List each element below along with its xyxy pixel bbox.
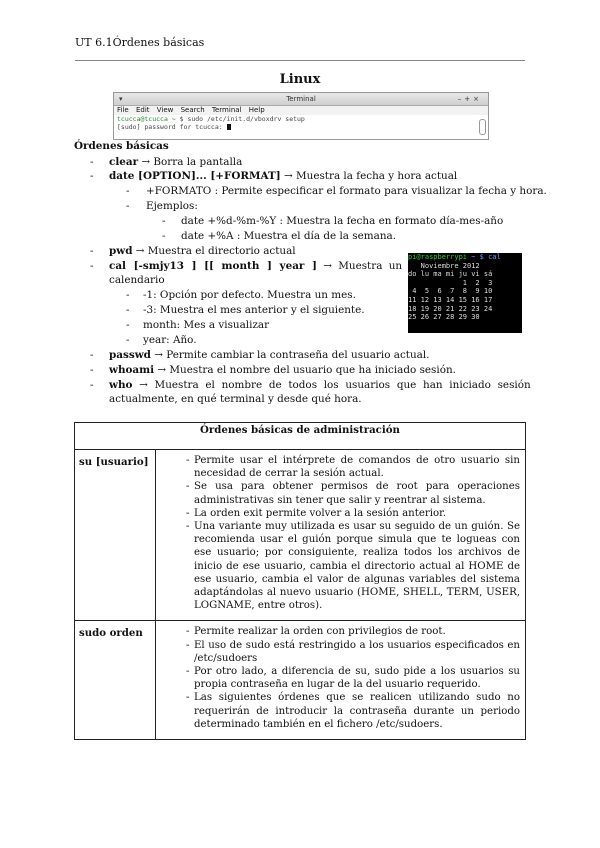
section-title: Órdenes básicas bbox=[74, 140, 169, 152]
desc-pwd: → Muestra el directorio actual bbox=[132, 245, 296, 257]
terminal-screenshot bbox=[113, 92, 489, 140]
who-desc-cont: actualmente, en qué terminal y desde qué hora. bbox=[109, 393, 362, 405]
cal-desc-cont: calendario bbox=[109, 274, 165, 286]
list-item: - Por otro lado, a diferencia de su, sudo pide a los usuarios su propia contraseña en lugar de la del usuario requerido. bbox=[186, 666, 520, 691]
su-item-2: Se usa para obtener permisos de root para operaciones administrativas sin tener que salir y reentrar al sistema. bbox=[194, 481, 520, 506]
table-row bbox=[75, 621, 526, 740]
cmd-clear: clear bbox=[109, 156, 139, 168]
cal-option-2: - -3: Muestra el mes anterior y el siguiente. bbox=[126, 304, 365, 316]
list-item-whoami: - whoami → Muestra el nombre del usuario que ha iniciado sesión. bbox=[90, 364, 456, 376]
sudo-item-4: Las siguientes órdenes que se realicen utilizando sudo no requerirán de introducir la contraseña durante un periodo determinado también en el fichero /etc/sudoers. bbox=[194, 692, 520, 730]
date-example-1-text: date +%d-%m-%Y : Muestra la fecha en formato día-mes-año bbox=[181, 215, 504, 227]
calendar-screenshot bbox=[408, 253, 522, 333]
terminal-password-line: [sudo] password for tcucca: bbox=[117, 123, 223, 131]
cursor-icon bbox=[227, 124, 231, 130]
terminal-title: Terminal bbox=[286, 95, 316, 103]
cal-prompt-rest: ~ $ cal bbox=[467, 253, 501, 261]
desc-clear: → Borra la pantalla bbox=[138, 156, 243, 168]
desc-cal: → Muestra un bbox=[316, 260, 403, 272]
date-example-2-text: date +%A : Muestra el día de la semana. bbox=[181, 230, 397, 242]
cal-option-1: - -1: Opción por defecto. Muestra un mes. bbox=[126, 289, 356, 301]
cal-option-3-text: month: Mes a visualizar bbox=[143, 319, 270, 331]
menu-edit: Edit bbox=[135, 106, 150, 114]
date-example-1: - date +%d-%m-%Y : Muestra la fecha en formato día-mes-año bbox=[162, 215, 504, 227]
list-item-who: - who → Muestra el nombre de todos los usuarios que han iniciado sesión bbox=[90, 379, 531, 391]
cmd-passwd: passwd bbox=[109, 349, 151, 361]
cal-option-1-text: -1: Opción por defecto. Muestra un mes. bbox=[143, 289, 356, 301]
cal-option-2-text: -3: Muestra el mes anterior y el siguiente. bbox=[143, 304, 365, 316]
su-item-4: Una variante muy utilizada es usar su seguido de un guión. Se recomienda usar el guión porque simula que te logueas con ese usuario; por consiguiente, realiza todos los archivos de inicio de ese usuario, cambia el directorio actual al HOME de ese usuario, cambia el valor de algunas variables del sistema adaptándolas al nuevo usuario (HOME, SHELL, TERM, USER, LOGNAME, entre otros). bbox=[194, 521, 520, 612]
admin-table bbox=[74, 422, 526, 740]
cal-week-3: 11 12 13 14 15 16 17 bbox=[408, 295, 493, 304]
terminal-prompt: tcucca@tcucca bbox=[117, 115, 168, 123]
cmd-who: who bbox=[109, 379, 133, 391]
page-title: Linux bbox=[279, 72, 321, 87]
cmd-cal: cal [-smjy13 ] [[ month ] year ] bbox=[109, 260, 317, 272]
header-rule bbox=[75, 60, 525, 61]
cal-days: do lu ma mi ju vi sá bbox=[408, 270, 493, 279]
cal-option-4-text: year: Año. bbox=[143, 334, 197, 346]
terminal-titlebar bbox=[114, 93, 488, 106]
sudo-item-2: El uso de sudo está restringido a los usuarios especificados en /etc/sudoers bbox=[194, 639, 520, 664]
list-item-pwd: - pwd → Muestra el directorio actual bbox=[90, 245, 296, 257]
menu-view: View bbox=[156, 106, 174, 114]
date-format-item: - +FORMATO : Permite especificar el formato para visualizar la fecha y hora. bbox=[126, 185, 547, 197]
table-value-sudo bbox=[156, 621, 526, 740]
table-key-su: su [usuario] bbox=[75, 450, 156, 621]
cal-option-4: - year: Año. bbox=[126, 334, 197, 346]
cal-prompt: pi@raspberrypi bbox=[408, 253, 468, 261]
list-item: - Una variante muy utilizada es usar su seguido de un guión. Se recomienda usar el guión porque simula que te logueas con ese usuario; por consiguiente, realiza todos los archivos de inicio de ese usuario, cambia el directorio actual al HOME de ese usuario, cambia el valor de algunas variables del sistema adaptándolas al nuevo usuario (HOME, SHELL, TERM, USER, LOGNAME, entre otros). bbox=[186, 521, 520, 612]
desc-passwd: → Permite cambiar la contraseña del usuario actual. bbox=[150, 349, 430, 361]
cmd-date: date [OPTION]... [+FORMAT] bbox=[109, 170, 281, 182]
cal-week-2: 4 5 6 7 8 9 10 bbox=[408, 287, 493, 296]
window-controls-icon: –+× bbox=[457, 95, 482, 103]
terminal-menubar bbox=[114, 106, 488, 115]
list-item: - Permite realizar la orden con privilegios de root. bbox=[162, 625, 520, 638]
desc-date: → Muestra la fecha y hora actual bbox=[280, 170, 458, 182]
date-examples-item: - Ejemplos: bbox=[126, 200, 198, 212]
sudo-item-3: Por otro lado, a diferencia de su, sudo pide a los usuarios su propia contraseña en lugar de la del usuario requerido. bbox=[194, 666, 520, 691]
cmd-pwd: pwd bbox=[109, 245, 133, 257]
date-examples-label: Ejemplos: bbox=[146, 200, 198, 212]
cal-week-5: 25 26 27 28 29 30 bbox=[408, 313, 480, 322]
list-item-passwd: - passwd → Permite cambiar la contraseña del usuario actual. bbox=[90, 349, 430, 361]
list-item-clear: - clear → Borra la pantalla bbox=[90, 156, 243, 168]
su-item-1: Permite usar el intérprete de comandos de otro usuario sin necesidad de cerrar la sesión actual. bbox=[194, 455, 520, 480]
cal-month: Noviembre 2012 bbox=[408, 261, 480, 270]
list-item: - El uso de sudo está restringido a los usuarios especificados en /etc/sudoers bbox=[186, 639, 520, 664]
list-item: - Permite usar el intérprete de comandos de otro usuario sin necesidad de cerrar la sesión actual. bbox=[186, 455, 520, 480]
table-key-sudo: sudo orden bbox=[75, 621, 156, 740]
menu-help: Help bbox=[248, 106, 265, 114]
table-heading: Órdenes básicas de administración bbox=[75, 423, 526, 450]
list-item-cal: - cal [-smjy13 ] [[ month ] year ] → Muestra un bbox=[90, 260, 403, 272]
sudo-item-1: Permite realizar la orden con privilegios de root. bbox=[194, 626, 446, 638]
cal-option-3: - month: Mes a visualizar bbox=[126, 319, 270, 331]
terminal-body bbox=[114, 115, 488, 131]
list-item: - Las siguientes órdenes que se realicen utilizando sudo no requerirán de introducir la contraseña durante un periodo determinado también en el fichero /etc/sudoers. bbox=[186, 692, 520, 730]
scrollbar-icon bbox=[479, 119, 486, 135]
cal-week-1: 1 2 3 bbox=[408, 278, 493, 287]
desc-who: → Muestra el nombre de todos los usuarios que han iniciado sesión bbox=[132, 379, 531, 391]
table-row bbox=[75, 450, 526, 621]
table-value-su bbox=[156, 450, 526, 621]
list-item: - Se usa para obtener permisos de root para operaciones administrativas sin tener que salir y reentrar al sistema. bbox=[186, 481, 520, 506]
date-example-2: - date +%A : Muestra el día de la semana. bbox=[162, 230, 397, 242]
window-menu-icon: ▾ bbox=[119, 95, 123, 103]
su-item-3: La orden exit permite volver a la sesión anterior. bbox=[194, 507, 447, 519]
menu-terminal: Terminal bbox=[211, 106, 242, 114]
desc-whoami: → Muestra el nombre del usuario que ha iniciado sesión. bbox=[154, 364, 456, 376]
terminal-command: ~ $ sudo /etc/init.d/vboxdrv setup bbox=[167, 115, 305, 123]
menu-search: Search bbox=[180, 106, 205, 114]
list-item-date: - date [OPTION]... [+FORMAT] → Muestra la fecha y hora actual bbox=[90, 170, 458, 182]
menu-file: File bbox=[117, 106, 129, 114]
cal-week-4: 18 19 20 21 22 23 24 bbox=[408, 304, 493, 313]
page-header: UT 6.1Órdenes básicas bbox=[75, 36, 205, 49]
cmd-whoami: whoami bbox=[109, 364, 155, 376]
list-item: - La orden exit permite volver a la sesión anterior. bbox=[162, 507, 520, 520]
date-format-text: +FORMATO : Permite especificar el formato para visualizar la fecha y hora. bbox=[146, 185, 547, 197]
